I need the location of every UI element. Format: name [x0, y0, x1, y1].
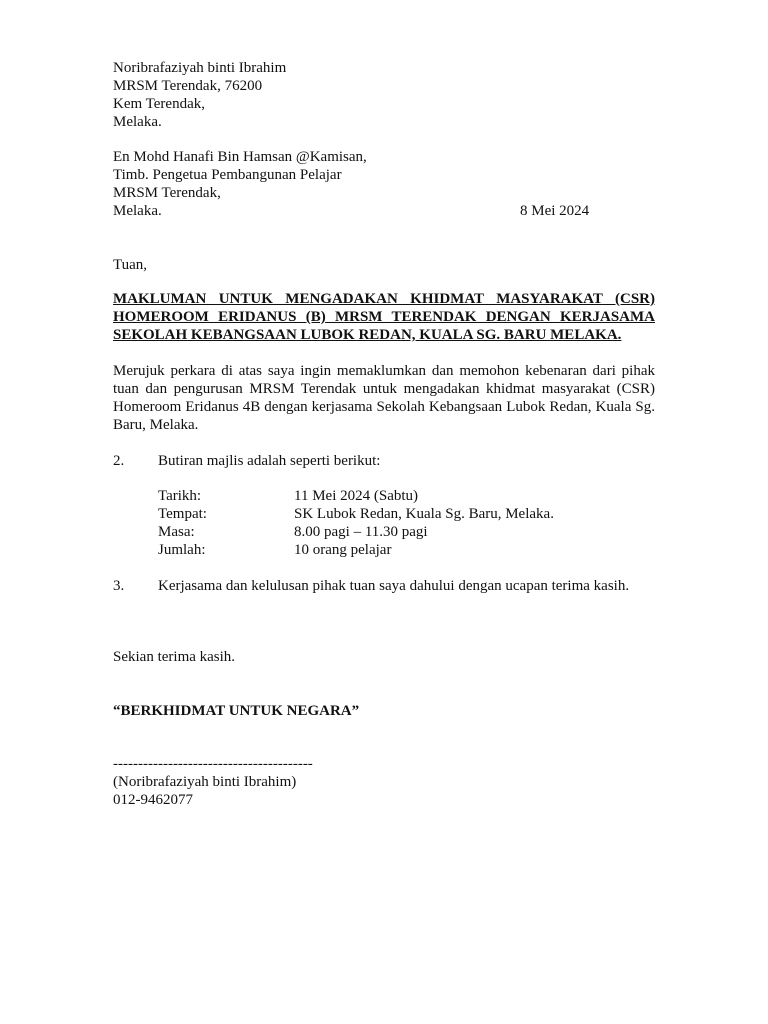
subject-line1: MAKLUMAN UNTUK MENGADAKAN KHIDMAT MASYARAKAT (CSR): [113, 291, 655, 307]
detail-label-jumlah: Jumlah:: [158, 542, 206, 558]
sender-address-line1: MRSM Terendak, 76200: [113, 78, 263, 94]
recipient-title: Timb. Pengetua Pembangunan Pelajar: [113, 167, 342, 183]
item-2-number: 2.: [113, 453, 125, 469]
detail-value-masa: 8.00 pagi – 11.30 pagi: [294, 524, 428, 540]
sender-address-line3: Melaka.: [113, 114, 162, 130]
detail-value-tempat: SK Lubok Redan, Kuala Sg. Baru, Melaka.: [294, 506, 554, 522]
signature-name: (Noribrafaziyah binti Ibrahim): [113, 774, 297, 790]
item-2-text: Butiran majlis adalah seperti berikut:: [158, 453, 381, 469]
sender-address-line2: Kem Terendak,: [113, 96, 205, 112]
detail-label-masa: Masa:: [158, 524, 195, 540]
signature-phone: 012-9462077: [113, 792, 193, 808]
recipient-name: En Mohd Hanafi Bin Hamsan @Kamisan,: [113, 149, 367, 165]
detail-label-tarikh: Tarikh:: [158, 488, 202, 504]
paragraph-1-line1: Merujuk perkara di atas saya ingin memaklumkan dan memohon kebenaran dari pihak: [113, 363, 655, 379]
motto: “BERKHIDMAT UNTUK NEGARA”: [113, 703, 360, 719]
recipient-address-line1: MRSM Terendak,: [113, 185, 221, 201]
paragraph-1-line2: tuan dan pengurusan MRSM Terendak untuk mengadakan khidmat masyarakat (CSR): [113, 381, 655, 397]
signature-line: ----------------------------------------: [113, 756, 313, 772]
detail-label-tempat: Tempat:: [158, 506, 207, 522]
letter-subject: [113, 290, 655, 344]
item-3-text: Kerjasama dan kelulusan pihak tuan saya dahului dengan ucapan terima kasih.: [158, 578, 630, 594]
salutation: Tuan,: [113, 257, 148, 273]
item-3-number: 3.: [113, 578, 125, 594]
paragraph-1: [113, 362, 655, 434]
recipient-address-line2: Melaka.: [113, 203, 162, 219]
detail-value-tarikh: 11 Mei 2024 (Sabtu): [294, 488, 419, 504]
subject-line3: SEKOLAH KEBANGSAAN LUBOK REDAN, KUALA SG. BARU MELAKA.: [113, 327, 622, 343]
paragraph-1-line4: Baru, Melaka.: [113, 417, 199, 433]
letter-date: 8 Mei 2024: [520, 203, 590, 219]
sender-name: Noribrafaziyah binti Ibrahim: [113, 60, 287, 76]
paragraph-1-line3: Homeroom Eridanus 4B dengan kerjasama Sekolah Kebangsaan Lubok Redan, Kuala Sg.: [113, 399, 655, 415]
detail-value-jumlah: 10 orang pelajar: [294, 542, 392, 558]
closing-text: Sekian terima kasih.: [113, 649, 236, 665]
subject-line2: HOMEROOM ERIDANUS (B) MRSM TERENDAK DENGAN KERJASAMA: [113, 309, 655, 325]
